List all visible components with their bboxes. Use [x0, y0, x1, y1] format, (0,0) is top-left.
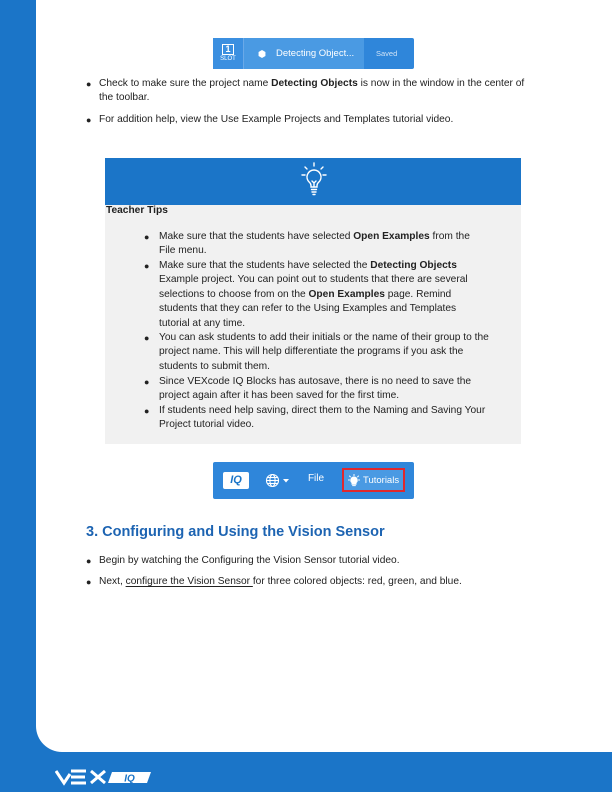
bullet-icon: ●: [144, 261, 150, 271]
teacher-tips-header: [105, 158, 521, 205]
saved-status: Saved: [376, 49, 398, 58]
bullet-text: For addition help, view the Use Example Projects and Templates tutorial video.: [99, 114, 454, 125]
tip-bold-text: Open Examples: [353, 231, 430, 242]
tip-text: from the File menu.: [159, 231, 470, 257]
toolbar-screenshot-top: [213, 38, 414, 69]
tip-item: [144, 230, 489, 259]
bullet-icon: ●: [86, 115, 92, 125]
bullet-text: Next,: [99, 576, 126, 587]
tip-text: Example project. You can point out to students that there are several selections to choose from on the: [159, 274, 468, 300]
file-menu: File: [307, 473, 325, 484]
tip-text: Make sure that the students have selected the: [159, 260, 371, 271]
tip-item: [144, 259, 489, 331]
tip-text: Since VEXcode IQ Blocks has autosave, there is no need to save the project again after it has been saved for the first time.: [159, 376, 472, 402]
bullet-bold-text: Detecting Objects: [271, 78, 358, 89]
tip-text: page. Remind students that they can refer to the Using Examples and Templates tutorial at any time.: [159, 288, 457, 329]
toolbar-screenshot-tutorials: [213, 462, 414, 499]
tip-text: You can ask students to add their initials or the name of their group to the project name. This will help differentiate the programs if you ask the students to submit them.: [159, 332, 489, 372]
iq-logo-text: IQ: [124, 773, 135, 785]
bullet-icon: ●: [86, 577, 92, 587]
globe-icon: [264, 472, 292, 489]
slot-indicator: [213, 38, 244, 69]
slot-number: 1: [222, 44, 233, 55]
tip-item: [144, 331, 489, 374]
iq-logo: IQ: [223, 472, 249, 489]
bullet-icon: ●: [144, 377, 150, 387]
bullet-icon: ●: [86, 79, 92, 89]
tip-item: [144, 404, 489, 433]
bullet-text: for three colored objects: red, green, and blue.: [252, 576, 462, 587]
vex-iq-logo: [55, 766, 155, 786]
list-item: [86, 77, 529, 106]
project-name-field: [244, 38, 364, 69]
tip-bold-text: Open Examples: [308, 288, 385, 300]
section-heading: 3. Configuring and Using the Vision Sensor: [86, 524, 385, 540]
tip-bold-text: Detecting Objects: [370, 260, 457, 271]
project-name: Detecting Object...: [276, 48, 355, 59]
list-item: [86, 113, 529, 127]
bullet-icon: ●: [144, 333, 150, 343]
teacher-tips-box: [105, 205, 521, 444]
bullet-icon: ●: [144, 232, 150, 242]
configure-vision-sensor-link[interactable]: configure the Vision Sensor: [125, 576, 253, 587]
list-item: [86, 575, 529, 589]
teacher-tips-title: Teacher Tips: [106, 205, 168, 216]
tip-text: Make sure that the students have selected: [159, 231, 354, 242]
hexagon-icon: [258, 50, 266, 58]
list-item: [86, 554, 529, 568]
slot-label: SLOT: [220, 56, 236, 62]
bullet-text: Check to make sure the project name: [99, 78, 272, 89]
tip-text: If students need help saving, direct them to the Naming and Saving Your Project tutorial video.: [159, 405, 486, 431]
bullet-icon: ●: [144, 406, 150, 416]
lightbulb-icon: [348, 474, 360, 487]
lightbulb-icon: [301, 161, 327, 199]
tip-item: [144, 375, 489, 404]
tutorials-label: Tutorials: [363, 474, 400, 486]
tutorials-button: [342, 468, 405, 492]
bullet-text: is now in the window in the center of the toolbar.: [99, 78, 525, 104]
bullet-icon: ●: [86, 556, 92, 566]
bullet-text: Begin by watching the Configuring the Vision Sensor tutorial video.: [99, 555, 400, 566]
